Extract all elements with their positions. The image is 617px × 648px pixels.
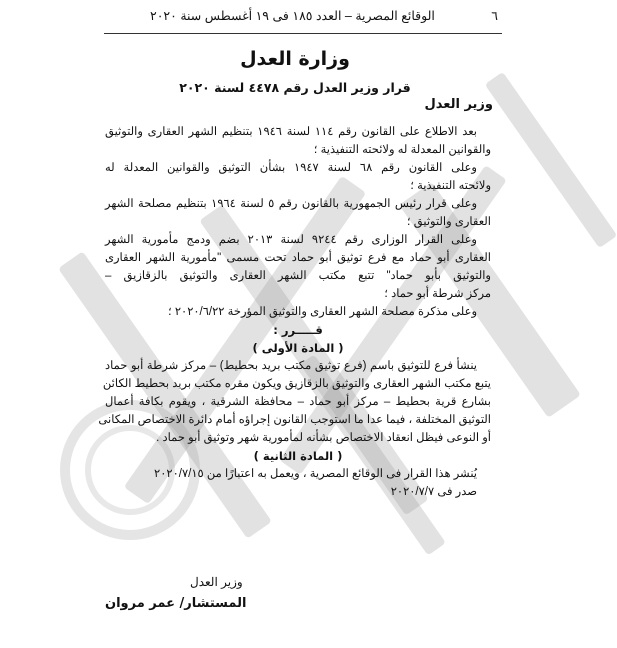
- article-1-text: [98, 357, 491, 447]
- preamble-3: [105, 195, 491, 231]
- text-line: أو النوعى فيظل انعقاد الاختصاص بشأنه لمأمورية شهر وتوثيق أبو حماد .: [156, 432, 491, 444]
- page-number: ٦: [491, 9, 498, 23]
- text-line: مركز شرطة أبو حماد ؛: [384, 288, 491, 300]
- preamble-4: [105, 231, 491, 303]
- article-1-heading: ( المادة الأولى ): [252, 341, 344, 355]
- text-line: العقارى أبو حماد مع فرع توثيق أبو حماد تحت مسمى "مأمورية الشهر العقارى: [105, 252, 491, 264]
- decree-title: قرار وزير العدل رقم ٤٤٧٨ لسنة ٢٠٢٠: [179, 80, 411, 95]
- text-line: ولائحته التنفيذية ؛: [410, 180, 491, 192]
- text-line: ينشأ فرع للتوثيق باسم (فرع توثيق مكتب بريد بحطيط) – مركز شرطة أبو حماد: [105, 360, 477, 372]
- running-title: الوقائع المصرية – العدد ١٨٥ فى ١٩ أغسطس سنة ٢٠٢٠: [150, 9, 435, 23]
- decided-heading: قـــــرر :: [273, 323, 323, 337]
- preamble-1: [105, 123, 491, 159]
- preamble-5: [105, 303, 491, 321]
- text-line: والتوثيق بأبو حماد" تتبع مكتب الشهر العقارى والتوثيق بالزقازيق –: [105, 270, 491, 282]
- text-line: وعلى مذكرة مصلحة الشهر العقارى والتوثيق المؤرخة ٢٠٢٠/٦/٢٢ ؛: [167, 306, 477, 318]
- text-line: العقارى والتوثيق ؛: [406, 216, 491, 228]
- issuer-heading: وزير العدل: [424, 97, 493, 112]
- signature-name: المستشار/ عمر مروان: [105, 596, 247, 611]
- text-line: والقوانين المعدلة له ولائحته التنفيذية ؛: [313, 144, 491, 156]
- article-2-heading: ( المادة الثانية ): [253, 449, 343, 463]
- ministry-title: وزارة العدل: [240, 48, 350, 70]
- signature-role: وزير العدل: [190, 575, 243, 589]
- text-line: بشارع قرية بحطيط – مركز أبو حماد – محافظة الشرقية ، ويقوم بكافة أعمال: [105, 396, 491, 408]
- issue-date: صدر فى ٢٠٢٠/٧/٧: [390, 486, 477, 498]
- text-line: بعد الاطلاع على القانون رقم ١١٤ لسنة ١٩٤٦ بتنظيم الشهر العقارى والتوثيق: [105, 126, 477, 138]
- header-rule: [104, 33, 502, 34]
- article-2-text: يُنشر هذا القرار فى الوقائع المصرية ، ويعمل به اعتبارًا من ٢٠٢٠/٧/١٥: [154, 468, 477, 480]
- running-header: [150, 8, 498, 23]
- text-line: وعلى القرار الوزارى رقم ٩٢٤٤ لسنة ٢٠١٣ بضم ودمج مأمورية الشهر: [105, 234, 477, 246]
- text-line: التوثيق المختلفة ، فيما عدا ما استوجب القانون إجراؤه أمام دائرة الاختصاص المكانى: [98, 414, 491, 426]
- text-line: وعلى قرار رئيس الجمهورية بالقانون رقم ٥ لسنة ١٩٦٤ بتنظيم مصلحة الشهر: [105, 198, 478, 210]
- preamble-2: [105, 159, 491, 195]
- decree-body: [98, 123, 491, 501]
- text-line: وعلى القانون رقم ٦٨ لسنة ١٩٤٧ بشأن التوثيق والقوانين المعدلة له: [105, 162, 477, 174]
- text-line: يتبع مكتب الشهر العقارى والتوثيق بالزقازيق ويكون مقره مكتب بريد بحطيط الكائن: [102, 378, 491, 390]
